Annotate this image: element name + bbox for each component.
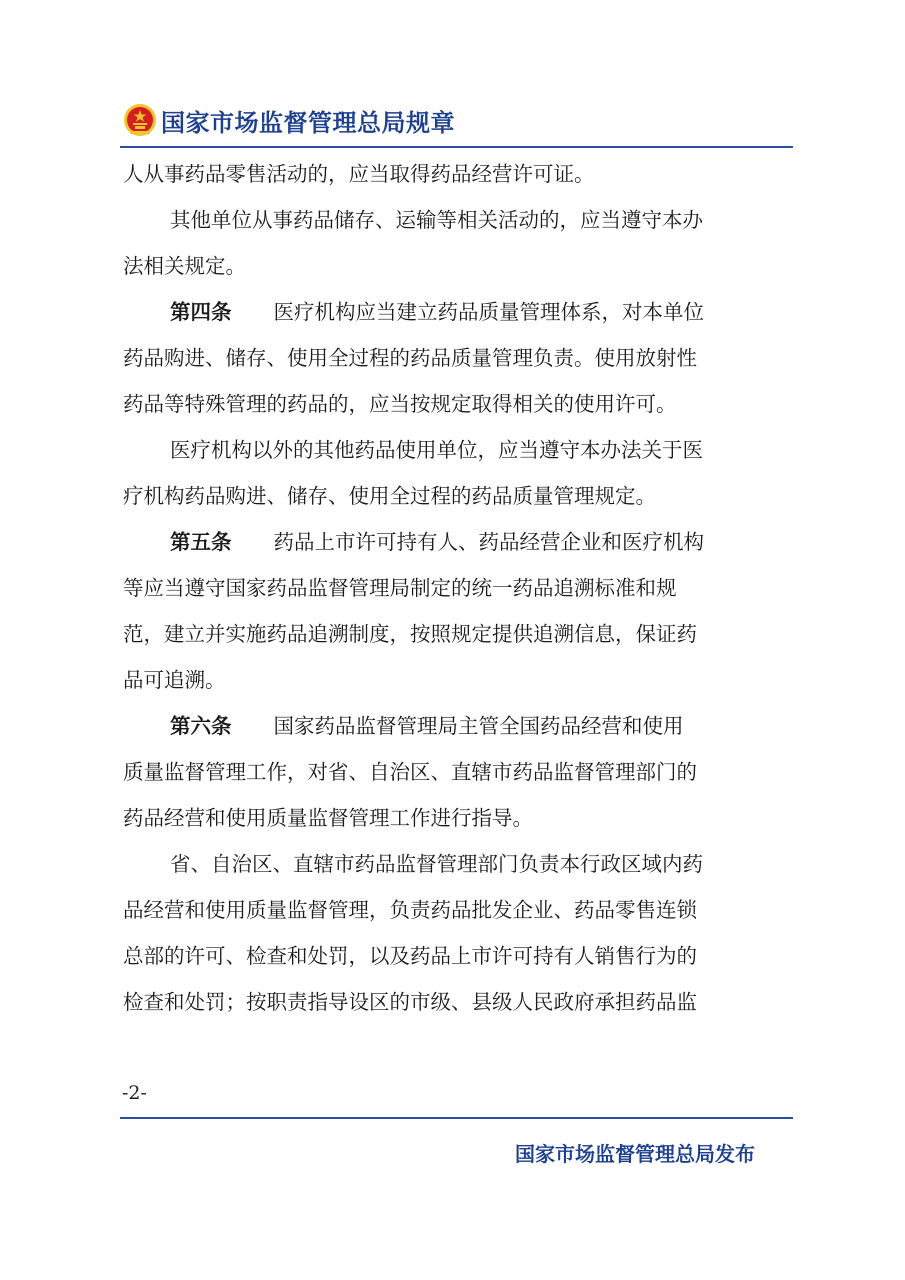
paragraph-text: 其他单位从事药品储存、运输等相关活动的，应当遵守本办 [170,208,703,232]
paragraph-line [123,289,793,335]
paragraph-line [123,473,793,519]
article-heading: 第五条 [170,530,232,554]
paragraph-text: 品经营和使用质量监督管理，负责药品批发企业、药品零售连锁 [123,898,697,922]
document-body [123,151,793,1025]
paragraph-text: 检查和处罚；按职责指导设区的市级、县级人民政府承担药品监 [123,990,697,1014]
paragraph-line [123,933,793,979]
article-heading: 第六条 [170,714,232,738]
paragraph-text: 药品上市许可持有人、药品经营企业和医疗机构 [273,530,704,554]
paragraph-line [123,749,793,795]
paragraph-text: 药品经营和使用质量监督管理工作进行指导。 [123,806,533,830]
paragraph-line [123,381,793,427]
paragraph-text: 人从事药品零售活动的，应当取得药品经营许可证。 [123,162,595,186]
paragraph-text: 国家药品监督管理局主管全国药品经营和使用 [273,714,684,738]
paragraph-line [123,841,793,887]
page-header [123,100,455,140]
paragraph-text: 医疗机构应当建立药品质量管理体系，对本单位 [273,300,704,324]
footer-divider [120,1117,793,1119]
paragraph-line [123,703,793,749]
paragraph-line [123,243,793,289]
paragraph-line [123,197,793,243]
paragraph-line [123,151,793,197]
footer-publisher: 国家市场监督管理总局发布 [515,1142,755,1166]
article-heading: 第四条 [170,300,232,324]
paragraph-text: 药品等特殊管理的药品的，应当按规定取得相关的使用许可。 [123,392,677,416]
paragraph-line [123,795,793,841]
paragraph-line [123,427,793,473]
paragraph-text: 质量监督管理工作，对省、自治区、直辖市药品监督管理部门的 [123,760,697,784]
paragraph-text: 总部的许可、检查和处罚，以及药品上市许可持有人销售行为的 [123,944,697,968]
header-title: 国家市场监督管理总局规章 [161,108,455,137]
paragraph-line [123,519,793,565]
paragraph-line [123,887,793,933]
national-emblem-icon [123,103,157,137]
paragraph-text: 等应当遵守国家药品监督管理局制定的统一药品追溯标准和规 [123,576,677,600]
paragraph-line [123,657,793,703]
paragraph-text: 范，建立并实施药品追溯制度，按照规定提供追溯信息，保证药 [123,622,697,646]
paragraph-text: 医疗机构以外的其他药品使用单位，应当遵守本办法关于医 [170,438,703,462]
paragraph-text: 法相关规定。 [123,254,246,278]
paragraph-line [123,565,793,611]
paragraph-line [123,335,793,381]
paragraph-text: 疗机构药品购进、储存、使用全过程的药品质量管理规定。 [123,484,656,508]
page-number: -2- [122,1082,147,1104]
paragraph-text: 省、自治区、直辖市药品监督管理部门负责本行政区域内药 [170,852,703,876]
paragraph-line [123,611,793,657]
paragraph-text: 品可追溯。 [123,668,226,692]
paragraph-line [123,979,793,1025]
header-divider [120,146,793,148]
paragraph-text: 药品购进、储存、使用全过程的药品质量管理负责。使用放射性 [123,346,697,370]
